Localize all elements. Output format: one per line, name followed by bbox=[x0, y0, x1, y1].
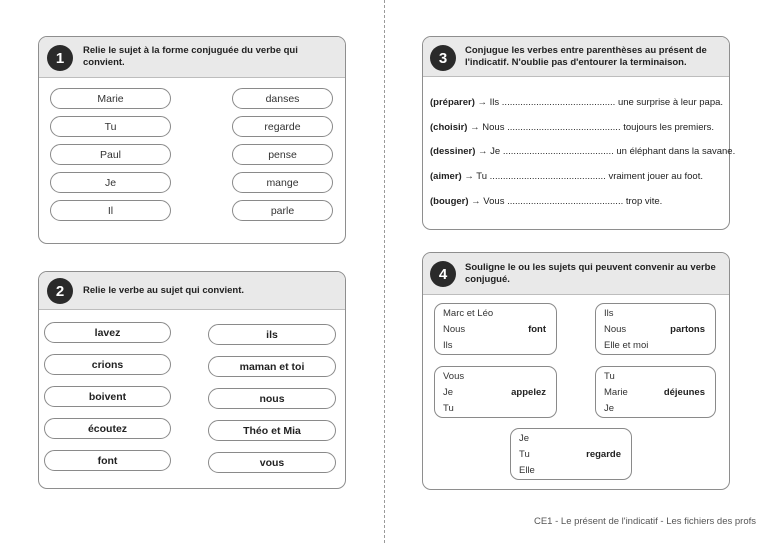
exercise-3-number: 3 bbox=[430, 45, 456, 71]
subject-pill[interactable]: Je bbox=[50, 172, 171, 193]
conjugated-verb: partons bbox=[670, 324, 705, 335]
verb-pill[interactable]: pense bbox=[232, 144, 333, 165]
exercise-2-header bbox=[39, 272, 345, 310]
subject-label: → Vous bbox=[471, 196, 505, 207]
subject-option[interactable]: Ils bbox=[443, 340, 453, 351]
subject-option[interactable]: Nous bbox=[443, 324, 466, 335]
subject-label: → Tu bbox=[464, 171, 488, 182]
subject-option[interactable]: Ils bbox=[604, 308, 614, 319]
subject-group-box bbox=[434, 303, 557, 355]
subject-option[interactable]: Marie bbox=[604, 387, 628, 398]
subject-group-box bbox=[595, 366, 716, 418]
conjugated-verb: déjeunes bbox=[663, 387, 705, 398]
subject-label: → Nous bbox=[470, 122, 505, 133]
exercise-4-number: 4 bbox=[430, 261, 456, 287]
exercise-2-instruction: Relie le verbe au sujet qui convient. bbox=[83, 285, 245, 296]
infinitive-label: (choisir) bbox=[430, 122, 468, 133]
conjugated-verb: appelez bbox=[511, 387, 546, 398]
verb-pill[interactable]: crions bbox=[44, 354, 171, 375]
sentence-end: trop vite. bbox=[625, 196, 663, 207]
subject-pill[interactable]: Paul bbox=[50, 144, 171, 165]
infinitive-label: (aimer) bbox=[430, 171, 462, 182]
conjugated-verb: regarde bbox=[586, 449, 621, 460]
subject-pill[interactable]: ils bbox=[208, 324, 336, 345]
subject-group-box bbox=[434, 366, 557, 418]
conjugation-line bbox=[430, 146, 735, 157]
subject-option[interactable]: Nous bbox=[604, 324, 627, 335]
exercise-4-instruction: Souligne le ou les sujets qui peuvent convenir au verbe conjugué. bbox=[465, 262, 716, 285]
page-footer: CE1 - Le présent de l'indicatif - Les fichiers des profs bbox=[533, 516, 756, 527]
verb-pill[interactable]: mange bbox=[232, 172, 333, 193]
subject-group-box bbox=[595, 303, 716, 355]
exercise-1-instruction: Relie le sujet à la forme conjuguée du verbe qui convient. bbox=[83, 45, 298, 68]
exercise-1-number: 1 bbox=[47, 45, 73, 71]
conjugation-line bbox=[430, 122, 714, 133]
sentence-end: un éléphant dans la savane. bbox=[616, 146, 736, 157]
subject-label: → Je bbox=[478, 146, 501, 157]
infinitive-label: (dessiner) bbox=[430, 146, 476, 157]
verb-pill[interactable]: danses bbox=[232, 88, 333, 109]
answer-blank[interactable]: .......................................... bbox=[502, 146, 614, 157]
subject-option[interactable]: Je bbox=[443, 387, 454, 398]
subject-pill[interactable]: vous bbox=[208, 452, 336, 473]
subject-option[interactable]: Elle bbox=[519, 465, 535, 476]
verb-pill[interactable]: parle bbox=[232, 200, 333, 221]
subject-option[interactable]: Je bbox=[604, 403, 615, 414]
subject-option[interactable]: Tu bbox=[519, 449, 530, 460]
exercise-4-header bbox=[423, 253, 729, 295]
conjugation-line bbox=[430, 171, 703, 182]
verb-pill[interactable]: regarde bbox=[232, 116, 333, 137]
subject-group-box bbox=[510, 428, 632, 480]
subject-pill[interactable]: Il bbox=[50, 200, 171, 221]
sentence-end: toujours les premiers. bbox=[623, 122, 715, 133]
conjugation-line bbox=[430, 196, 662, 207]
subject-option[interactable]: Vous bbox=[443, 371, 465, 382]
verb-pill[interactable]: boivent bbox=[44, 386, 171, 407]
conjugation-line bbox=[430, 97, 723, 108]
subject-option[interactable]: Elle et moi bbox=[604, 340, 649, 351]
answer-blank[interactable]: ............................................ bbox=[507, 196, 624, 207]
conjugated-verb: font bbox=[528, 324, 546, 335]
answer-blank[interactable]: ........................................... bbox=[507, 122, 621, 133]
page-fold-divider bbox=[384, 0, 385, 543]
verb-pill[interactable]: lavez bbox=[44, 322, 171, 343]
subject-option[interactable]: Marc et Léo bbox=[443, 308, 494, 319]
infinitive-label: (préparer) bbox=[430, 97, 475, 108]
sentence-end: vraiment jouer au foot. bbox=[608, 171, 703, 182]
exercise-3-header bbox=[423, 37, 729, 77]
subject-option[interactable]: Tu bbox=[443, 403, 454, 414]
subject-option[interactable]: Tu bbox=[604, 371, 615, 382]
sentence-end: une surprise à leur papa. bbox=[617, 97, 724, 108]
verb-pill[interactable]: écoutez bbox=[44, 418, 171, 439]
subject-option[interactable]: Je bbox=[519, 433, 530, 444]
subject-pill[interactable]: Théo et Mia bbox=[208, 420, 336, 441]
subject-pill[interactable]: maman et toi bbox=[208, 356, 336, 377]
infinitive-label: (bouger) bbox=[430, 196, 469, 207]
exercise-2-number: 2 bbox=[47, 278, 73, 304]
subject-pill[interactable]: Tu bbox=[50, 116, 171, 137]
subject-label: → Ils bbox=[477, 97, 500, 108]
subject-pill[interactable]: nous bbox=[208, 388, 336, 409]
exercise-3-instruction: Conjugue les verbes entre parenthèses au présent de l'indicatif. N'oublie pas d'entourer la terminaison. bbox=[465, 45, 707, 68]
answer-blank[interactable]: ........................................... bbox=[501, 97, 616, 108]
answer-blank[interactable]: ............................................ bbox=[489, 171, 606, 182]
exercise-1-header bbox=[39, 37, 345, 78]
verb-pill[interactable]: font bbox=[44, 450, 171, 471]
subject-pill[interactable]: Marie bbox=[50, 88, 171, 109]
